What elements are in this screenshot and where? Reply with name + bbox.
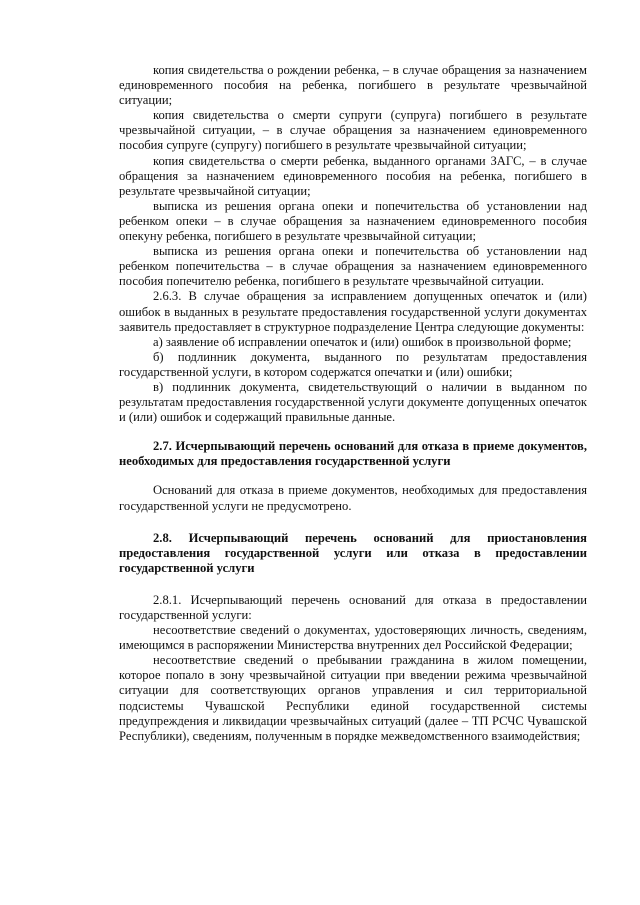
- paragraph: 2.6.3. В случае обращения за исправлением допущенных опечаток и (или) ошибок в выданных в результате предоставления государственной услуги документах заявитель предоставляет в структурное подразделение Центра следующие документы:: [119, 289, 587, 334]
- spacer: [119, 576, 587, 593]
- list-item: б) подлинник документа, выданного по результатам предоставления государственной услуги, в котором содержатся опечатки и (или) ошибки;: [119, 349, 587, 379]
- paragraph: выписка из решения органа опеки и попечительства об установлении над ребенком попечительства – в случае обращения за назначением единовременного пособия попечителю ребенка, погибшего в результате чрезвычайной ситуации.: [119, 244, 587, 289]
- paragraph: несоответствие сведений о документах, удостоверяющих личность, сведениям, имеющимся в распоряжении Министерства внутренних дел Российской Федерации;: [119, 623, 587, 653]
- list-item: в) подлинник документа, свидетельствующий о наличии в выданном по результатам предоставления государственной услуги документе допущенных опечаток и (или) ошибок и содержащий правильные данные.: [119, 379, 587, 425]
- paragraph: копия свидетельства о смерти ребенка, выданного органами ЗАГС, – в случае обращения за назначением единовременного пособия на ребенка, погибшего в результате чрезвычайной ситуации;: [119, 153, 587, 198]
- paragraph: Оснований для отказа в приеме документов, необходимых для предоставления государственной услуги не предусмотрено.: [119, 483, 587, 513]
- document-page: [119, 63, 587, 744]
- spacer: [119, 514, 587, 531]
- section-heading-2-7: 2.7. Исчерпывающий перечень оснований для отказа в приеме документов, необходимых для предоставления государственной услуги: [119, 439, 587, 469]
- spacer: [119, 425, 587, 439]
- section-heading-2-8: 2.8. Исчерпывающий перечень оснований для приостановления предоставления государственной услуги или отказа в предоставлении государственной услуги: [119, 530, 587, 575]
- paragraph: копия свидетельства о рождении ребенка, – в случае обращения за назначением единовременного пособия на ребенка, погибшего в результате чрезвычайной ситуации;: [119, 63, 587, 108]
- spacer: [119, 469, 587, 483]
- paragraph: выписка из решения органа опеки и попечительства об установлении над ребенком опеки – в случае обращения за назначением единовременного пособия опекуну ребенка, погибшего в результате чрезвычайной ситуации;: [119, 198, 587, 244]
- paragraph: копия свидетельства о смерти супруги (супруга) погибшего в результате чрезвычайной ситуации, – в случае обращения за назначением единовременного пособия супруге (супругу) погибшего в результате чрезвычайной ситуации;: [119, 108, 587, 153]
- list-item: а) заявление об исправлении опечаток и (или) ошибок в произвольной форме;: [153, 334, 572, 349]
- paragraph: 2.8.1. Исчерпывающий перечень оснований для отказа в предоставлении государственной услуги:: [119, 592, 587, 622]
- paragraph: несоответствие сведений о пребывании гражданина в жилом помещении, которое попало в зону чрезвычайной ситуации при введении режима чрезвычайной ситуации для соответствующих органов управления и сил территориальной подсистемы Чувашской Республики единой государственной системы предупреждения и ликвидации чрезвычайных ситуаций (далее – ТП РСЧС Чувашской Республики), сведениям, полученным в порядке межведомственного взаимодействия;: [119, 653, 587, 743]
